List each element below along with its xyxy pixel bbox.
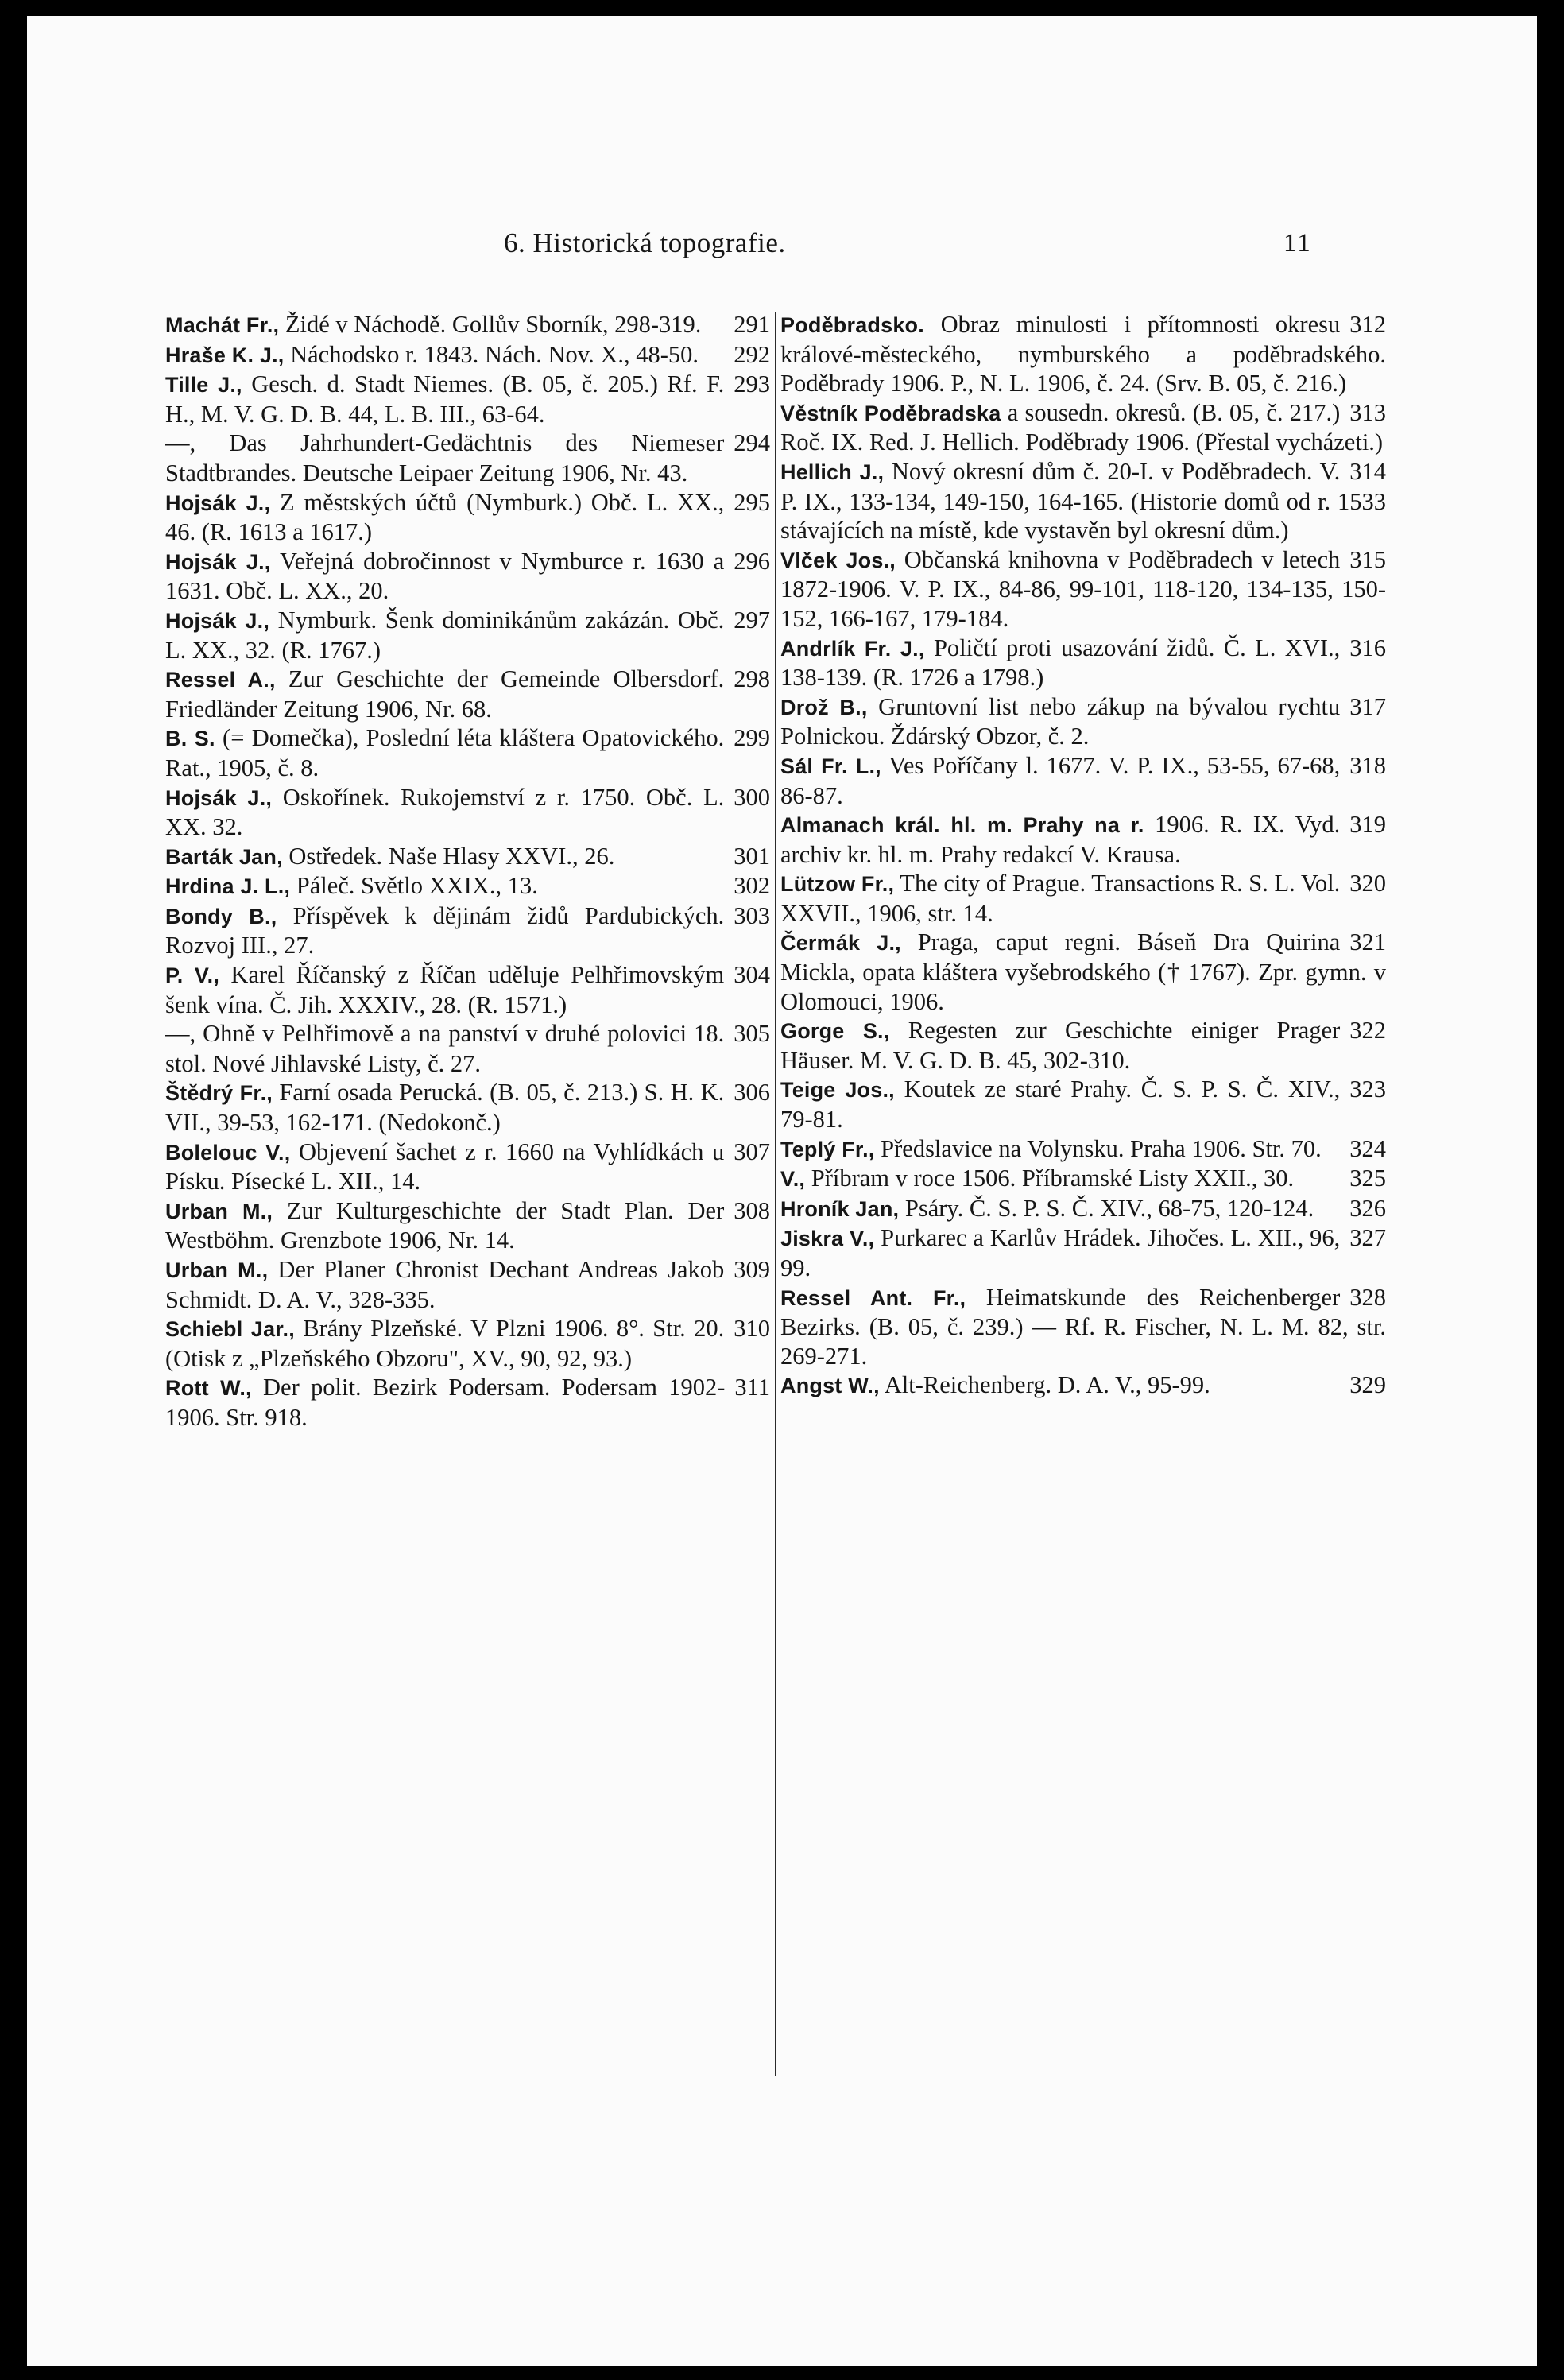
- entry-author: Ressel A.,: [165, 668, 276, 692]
- entry-number: 327: [1349, 1224, 1386, 1252]
- bibliography-entry: [780, 634, 1386, 692]
- entry-number: 309: [734, 1256, 770, 1283]
- entry-author: Hojsák J.,: [165, 785, 273, 810]
- entry-number: 329: [1349, 1371, 1386, 1399]
- bibliography-entry: [165, 665, 770, 723]
- entry-text: Koutek ze staré Prahy. Č. S. P. S. Č. XIV., 79-81.: [780, 1076, 1341, 1134]
- bibliography-entry: [165, 1138, 770, 1196]
- entry-number: 311: [734, 1374, 770, 1401]
- bibliography-entry: [165, 1373, 770, 1432]
- entry-author: Angst W.,: [780, 1374, 880, 1398]
- page-number: 11: [1283, 229, 1312, 258]
- entry-text: Brány Plzeňské. V Plzni 1906. 8°. Str. 20. (Otisk z „Plzeňského Obzoru", XV., 90, 92, 93.): [165, 1315, 725, 1372]
- entry-number: 296: [734, 547, 770, 575]
- entry-text: Gesch. d. Stadt Niemes. (B. 05, č. 205.) Rf. F. H., M. V. G. D. B. 44, L. B. III., 63-64.: [165, 370, 725, 428]
- bibliography-entry: [165, 547, 770, 606]
- bibliography-entry: [780, 1075, 1386, 1134]
- entry-number: 299: [734, 724, 770, 752]
- entry-number: 322: [1349, 1017, 1386, 1045]
- entry-number: 321: [1349, 928, 1386, 956]
- entry-author: Hellich J.,: [780, 459, 885, 484]
- bibliography-entry: [780, 457, 1386, 545]
- entry-text: Páleč. Světlo XXIX., 13.: [290, 872, 538, 900]
- entry-author: Hraše K. J.,: [165, 343, 285, 367]
- entry-number: 294: [734, 429, 770, 457]
- entry-author: Věstník Poděbradska: [780, 401, 1001, 425]
- bibliography-entry: [780, 1164, 1386, 1194]
- entry-author: Andrlík Fr. J.,: [780, 636, 925, 661]
- entry-author: Urban M.,: [165, 1258, 269, 1282]
- entry-text: —, Ohně v Pelhřimově a na panství v druhé polovici 18. stol. Nové Jihlavské Listy, č. 27.: [165, 1020, 725, 1077]
- bibliography-entry: [165, 606, 770, 665]
- right-column: [780, 310, 1386, 1401]
- entry-text: Praga, caput regni. Báseň Dra Quirina Mickla, opata kláštera vyšebrodského († 1767). Zpr. gymn. v Olomouci, 1906.: [780, 928, 1386, 1015]
- entry-text: Objevení šachet z r. 1660 na Vyhlídkách u Písku. Písecké L. XII., 14.: [165, 1138, 725, 1196]
- entry-text: Židé v Náchodě. Gollův Sborník, 298-319.: [279, 311, 702, 338]
- entry-text: Farní osada Perucká. (B. 05, č. 213.) S. H. K. VII., 39-53, 162-171. (Nedokonč.): [165, 1079, 725, 1137]
- entry-number: 319: [1349, 811, 1386, 839]
- entry-text: Der polit. Bezirk Podersam. Podersam 1902-1906. Str. 918.: [165, 1374, 726, 1431]
- bibliography-entry: [165, 723, 770, 782]
- entry-number: 326: [1349, 1194, 1386, 1222]
- entry-author: Hrdina J. L.,: [165, 874, 291, 899]
- entry-text: Ostředek. Naše Hlasy XXVI., 26.: [282, 842, 615, 870]
- bibliography-entry: [780, 1283, 1386, 1371]
- bibliography-entry: [165, 488, 770, 547]
- entry-number: 317: [1349, 692, 1386, 720]
- entry-text: Zur Geschichte der Gemeinde Olbersdorf. Friedländer Zeitung 1906, Nr. 68.: [165, 665, 725, 723]
- bibliography-entry: [165, 1314, 770, 1373]
- entry-number: 303: [734, 901, 770, 929]
- entry-number: 324: [1349, 1134, 1386, 1162]
- bibliography-entry: [780, 869, 1386, 928]
- entry-author: Rott W.,: [165, 1376, 252, 1401]
- entry-number: 302: [734, 872, 770, 900]
- entry-text: Psáry. Č. S. P. S. Č. XIV., 68-75, 120-124.: [899, 1194, 1314, 1222]
- column-divider: [775, 312, 776, 2076]
- entry-text: Alt-Reichenberg. D. A. V., 95-99.: [879, 1371, 1210, 1399]
- entry-text: The city of Prague. Transactions R. S. L. Vol. XXVII., 1906, str. 14.: [780, 870, 1341, 927]
- entry-author: Schiebl Jar.,: [165, 1317, 295, 1342]
- bibliography-entry: [165, 1255, 770, 1314]
- entry-number: 300: [734, 783, 770, 811]
- entry-number: 297: [734, 606, 770, 634]
- bibliography-entry: [165, 960, 770, 1019]
- entry-number: 307: [734, 1138, 770, 1165]
- bibliography-entry: [780, 1370, 1386, 1401]
- entry-number: 293: [734, 370, 770, 398]
- entry-text: Purkarec a Karlův Hrádek. Jihočes. L. XII., 96, 99.: [780, 1224, 1341, 1281]
- entry-author: Barták Jan,: [165, 844, 283, 869]
- entry-author: Hojsák J.,: [165, 608, 270, 633]
- entry-number: 306: [734, 1079, 770, 1107]
- bibliography-entry: [780, 310, 1386, 398]
- entry-author: Hojsák J.,: [165, 490, 271, 515]
- entry-author: Bondy B.,: [165, 904, 277, 928]
- bibliography-entry: [165, 901, 770, 960]
- entry-author: B. S.: [165, 727, 215, 751]
- entry-number: 318: [1349, 751, 1386, 779]
- bibliography-entry: [780, 1016, 1386, 1075]
- bibliography-entry: [780, 928, 1386, 1016]
- entry-text: a sousedn. okresů. (B. 05, č. 217.) Roč. IX. Red. J. Hellich. Poděbrady 1906. (Přestal vycházeti.): [780, 398, 1384, 456]
- entry-author: Ressel Ant. Fr.,: [780, 1285, 966, 1310]
- entry-text: Veřejná dobročinnost v Nymburce r. 1630 a 1631. Obč. L. XX., 20.: [165, 547, 725, 605]
- entry-text: Z městských účtů (Nymburk.) Obč. L. XX., 46. (R. 1613 a 1617.): [165, 488, 725, 546]
- entry-text: Obraz minulosti i přítomnosti okresu králové-městeckého, nymburského a poděbradského. Poděbrady 1906. P., N. L. 1906, č. 24. (Srv. B. 05, č. 216.): [780, 311, 1386, 397]
- bibliography-entry: [780, 398, 1386, 457]
- entry-author: Hroník Jan,: [780, 1196, 900, 1221]
- bibliography-entry: [165, 871, 770, 901]
- entry-text: Karel Říčanský z Říčan uděluje Pelhřimovským šenk vína. Č. Jih. XXXIV., 28. (R. 1571.): [165, 961, 725, 1018]
- entry-author: Hojsák J.,: [165, 549, 271, 574]
- entry-author: Jiskra V.,: [780, 1227, 875, 1251]
- bibliography-entry: [165, 842, 770, 872]
- entry-text: Regesten zur Geschichte einiger Prager Häuser. M. V. G. D. B. 45, 302-310.: [780, 1017, 1341, 1074]
- bibliography-entry: [780, 1223, 1386, 1282]
- entry-number: 323: [1349, 1076, 1386, 1103]
- bibliography-entry: [780, 751, 1386, 810]
- entry-author: Teige Jos.,: [780, 1078, 895, 1103]
- entry-text: Der Planer Chronist Dechant Andreas Jakob Schmidt. D. A. V., 328-335.: [165, 1256, 725, 1313]
- entry-author: Machát Fr.,: [165, 313, 280, 337]
- running-head: [27, 223, 1537, 270]
- entry-author: Lützow Fr.,: [780, 872, 895, 897]
- entry-number: 325: [1349, 1165, 1386, 1192]
- entry-text: Ves Poříčany l. 1677. V. P. IX., 53-55, 67-68, 86-87.: [780, 751, 1341, 809]
- entry-text: Nový okresní dům č. 20-I. v Poděbradech. V. P. IX., 133-134, 149-150, 164-165. (Historie domů od r. 1533 stávajících na místě, kde vystavěn byl okresní dům.): [780, 457, 1386, 545]
- running-title: 6. Historická topografie.: [504, 227, 786, 258]
- entry-number: 315: [1349, 545, 1386, 573]
- bibliography-entry: [780, 1194, 1386, 1224]
- entry-number: 301: [734, 842, 770, 870]
- bibliography-entry: [165, 1078, 770, 1137]
- entry-text: Poličtí proti usazování židů. Č. L. XVI., 138-139. (R. 1726 a 1798.): [780, 634, 1341, 692]
- bibliography-entry: [780, 545, 1386, 634]
- bibliography-entry: [165, 1019, 770, 1078]
- entry-text: Oskořínek. Rukojemství z r. 1750. Obč. L. XX. 32.: [165, 783, 725, 841]
- entry-text: (= Domečka), Poslední léta kláštera Opatovického. Rat., 1905, č. 8.: [165, 724, 725, 781]
- entry-text: —, Das Jahrhundert-Gedächtnis des Niemeser Stadtbrandes. Deutsche Leipaer Zeitung 1906, Nr. 43.: [165, 429, 725, 486]
- bibliography-entry: [165, 340, 770, 370]
- entry-author: Čermák J.,: [780, 931, 901, 955]
- entry-number: 308: [734, 1196, 770, 1224]
- entry-text: Náchodsko r. 1843. Nách. Nov. X., 48-50.: [284, 340, 699, 368]
- entry-text: 1906. R. IX. Vyd. archiv kr. hl. m. Prahy redakcí V. Krausa.: [780, 811, 1341, 868]
- bibliography-entry: [780, 810, 1386, 869]
- bibliography-entry: [165, 310, 770, 340]
- entry-number: 298: [734, 665, 770, 693]
- bibliography-entry: [165, 428, 770, 487]
- entry-number: 305: [734, 1020, 770, 1048]
- entry-number: 328: [1349, 1283, 1386, 1311]
- bibliography-entry: [165, 783, 770, 842]
- entry-author: Štědrý Fr.,: [165, 1081, 273, 1106]
- entry-number: 314: [1349, 457, 1386, 485]
- entry-number: 313: [1349, 398, 1386, 426]
- entry-text: Zur Kulturgeschichte der Stadt Plan. Der Westböhm. Grenzbote 1906, Nr. 14.: [165, 1196, 725, 1254]
- entry-author: Tille J.,: [165, 373, 242, 397]
- entry-text: Gruntovní list nebo zákup na bývalou rychtu Polnickou. Ždárský Obzor, č. 2.: [780, 692, 1341, 750]
- entry-text: Příspěvek k dějinám židů Pardubických. Rozvoj III., 27.: [165, 901, 725, 959]
- bibliography-entry: [165, 370, 770, 428]
- entry-author: Poděbradsko.: [780, 313, 924, 337]
- entry-author: Urban M.,: [165, 1199, 273, 1223]
- entry-author: P. V.,: [165, 963, 220, 988]
- entry-author: Vlček Jos.,: [780, 548, 896, 572]
- entry-author: Drož B.,: [780, 695, 868, 719]
- entry-text: Heimatskunde des Reichenberger Bezirks. (B. 05, č. 239.) — Rf. R. Fischer, N. L. M. 82, str. 269-271.: [780, 1283, 1386, 1370]
- entry-author: V.,: [780, 1167, 806, 1192]
- entry-number: 295: [734, 488, 770, 516]
- book-page: [27, 16, 1537, 2366]
- entry-author: Teplý Fr.,: [780, 1137, 875, 1161]
- entry-number: 304: [734, 961, 770, 989]
- entry-number: 310: [734, 1315, 770, 1343]
- entry-number: 291: [734, 311, 770, 338]
- entry-text: Předslavice na Volynsku. Praha 1906. Str. 70.: [874, 1134, 1322, 1162]
- entry-text: Občanská knihovna v Poděbradech v letech 1872-1906. V. P. IX., 84-86, 99-101, 118-120, 134-135, 150-152, 166-167, 179-184.: [780, 545, 1386, 632]
- entry-author: Almanach král. hl. m. Prahy na r.: [780, 813, 1144, 838]
- entry-author: Gorge S.,: [780, 1019, 890, 1044]
- bibliography-entry: [780, 1134, 1386, 1165]
- entry-text: Příbram v roce 1506. Příbramské Listy XXII., 30.: [805, 1165, 1295, 1192]
- entry-number: 312: [1349, 311, 1386, 338]
- entry-number: 320: [1349, 870, 1386, 897]
- entry-number: 292: [734, 340, 770, 368]
- entry-number: 316: [1349, 634, 1386, 661]
- entry-text: Nymburk. Šenk dominikánům zakázán. Obč. L. XX., 32. (R. 1767.): [165, 606, 725, 664]
- entry-author: Bolelouc V.,: [165, 1140, 291, 1165]
- left-column: [165, 310, 770, 1432]
- bibliography-entry: [165, 1196, 770, 1255]
- entry-author: Sál Fr. L.,: [780, 754, 881, 778]
- bibliography-entry: [780, 692, 1386, 751]
